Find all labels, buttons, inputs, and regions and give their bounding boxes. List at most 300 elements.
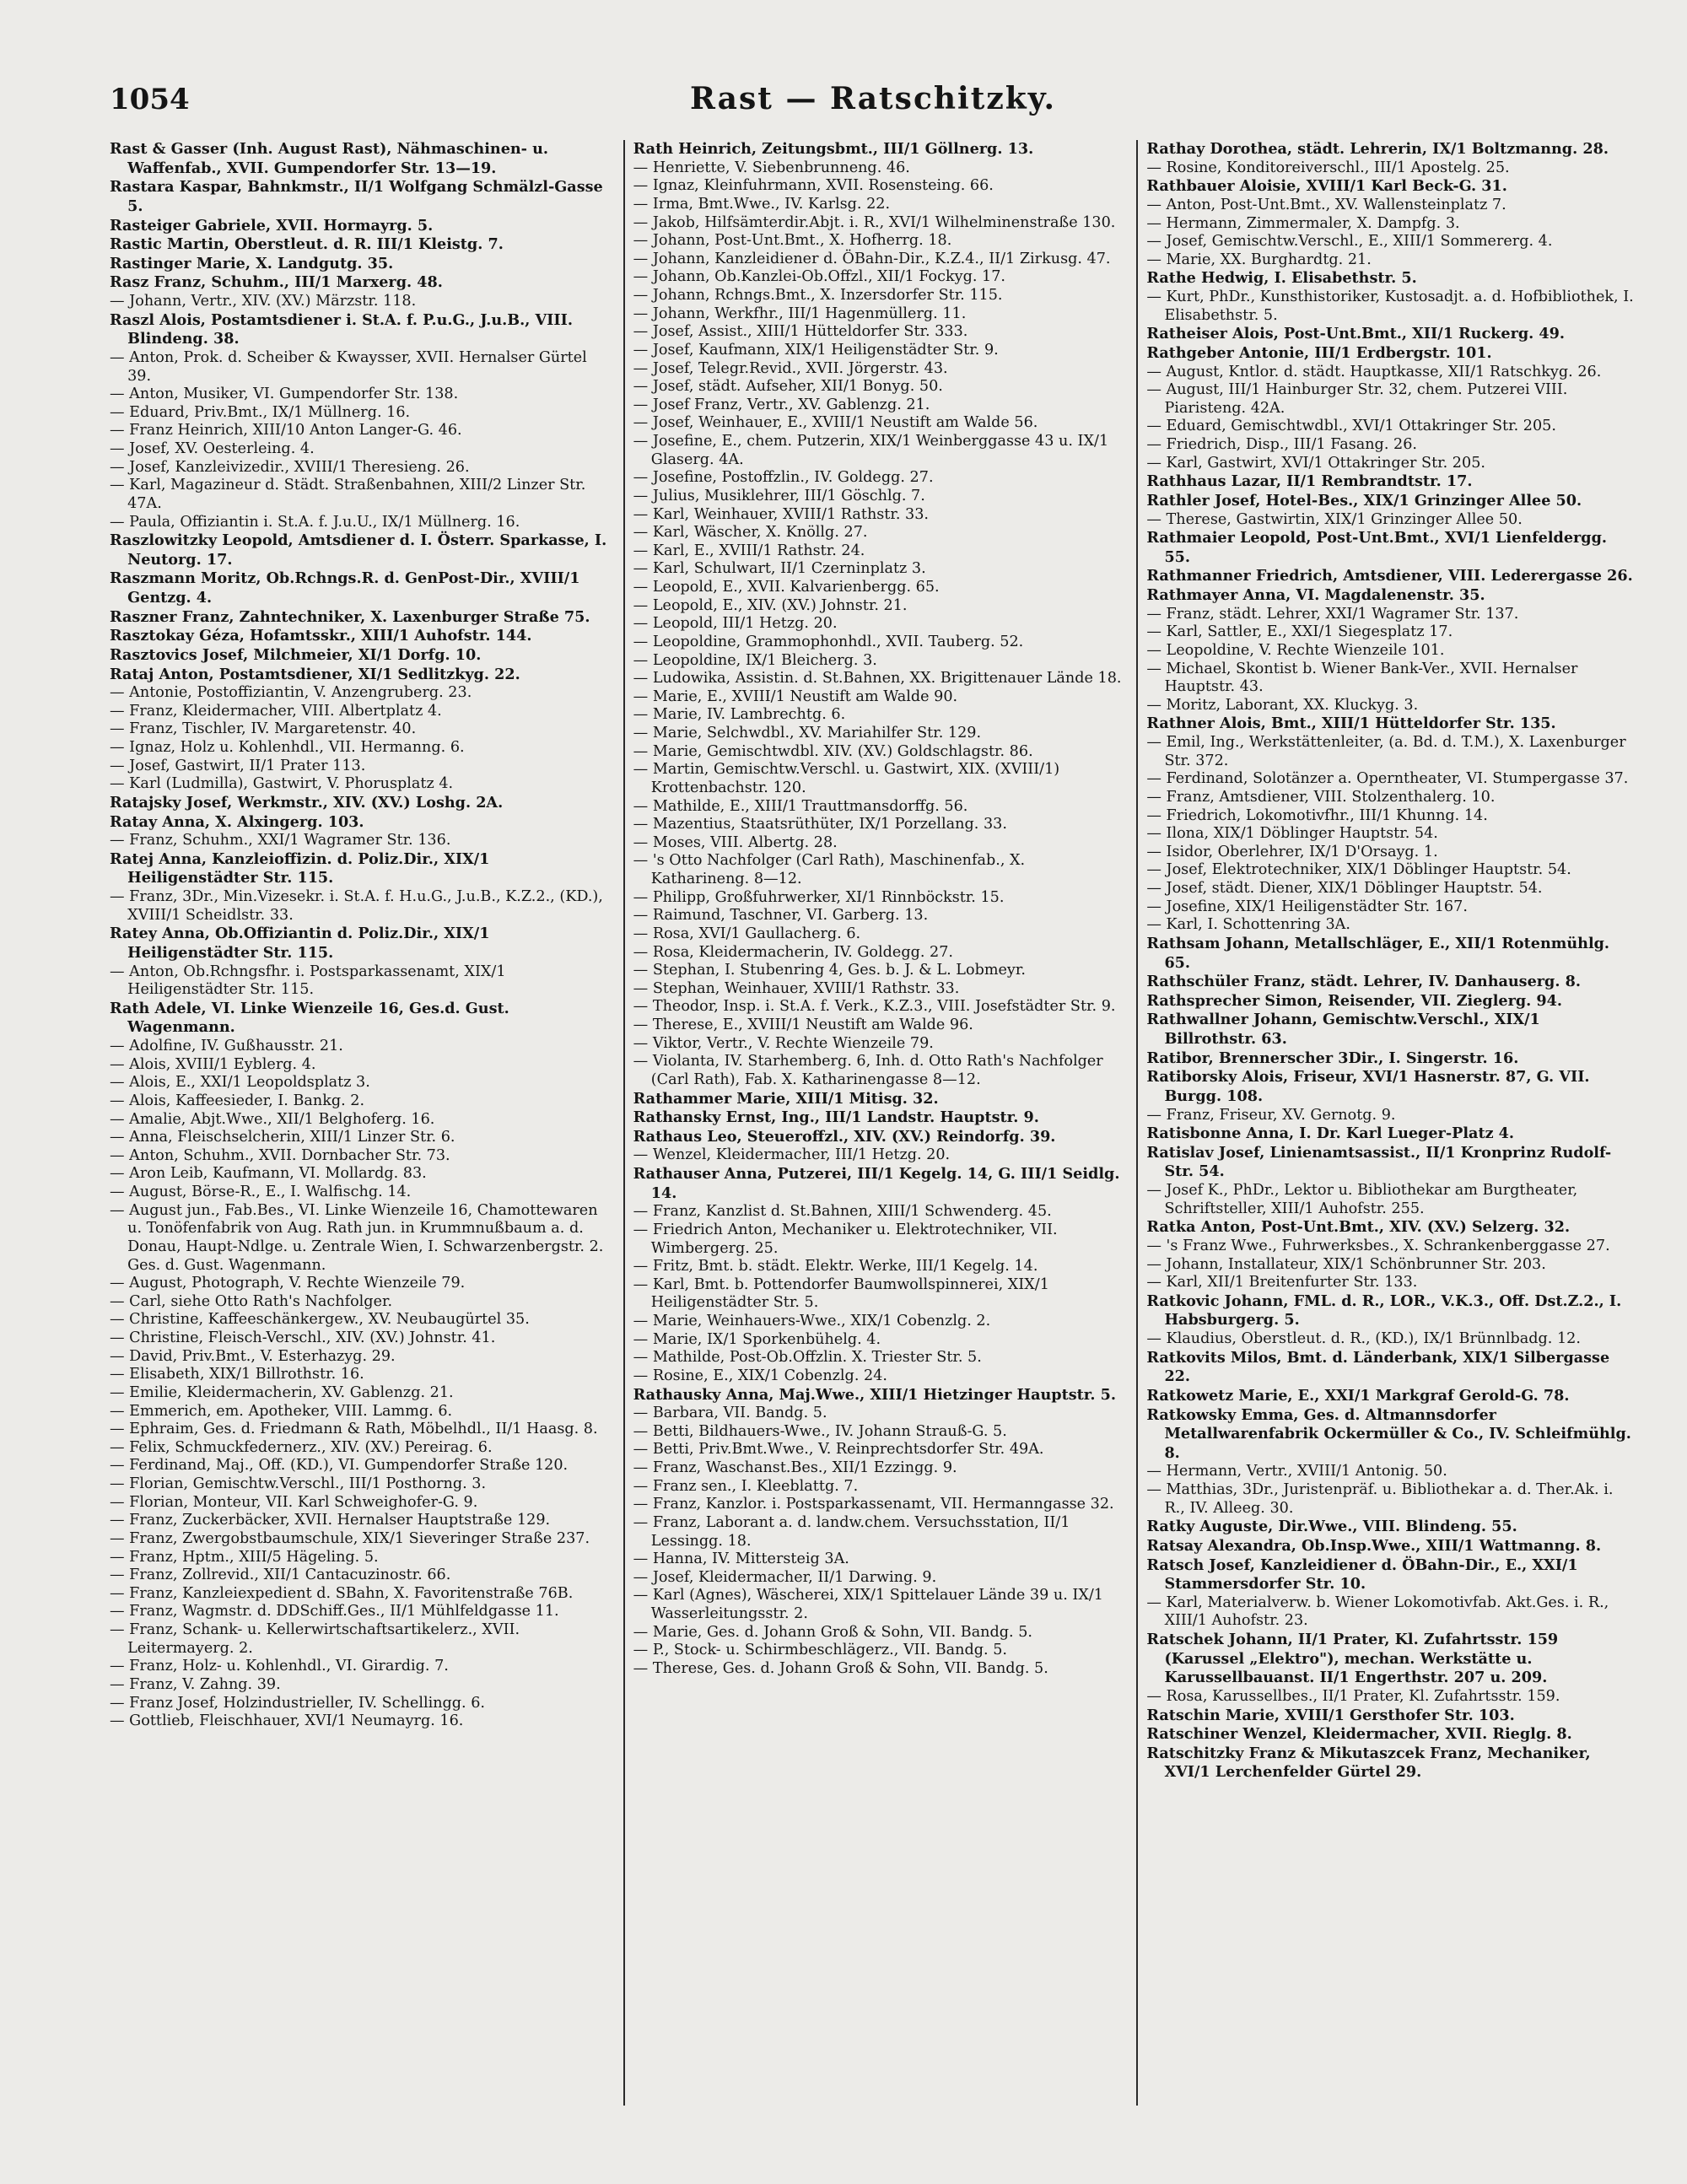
directory-entry (633, 652, 1124, 671)
directory-entry (1146, 697, 1636, 715)
entry-text: Rasztokay Géza, Hofamtsskr., XIII/1 Auhofstr. 144. (110, 627, 532, 645)
entry-text: — Paula, Offiziantin i. St.A. f. J.u.U., IX/1 Müllnerg. 16. (110, 513, 520, 531)
entry-text: — Hermann, Zimmermaler, X. Dampfg. 3. (1146, 214, 1460, 232)
directory-entry (633, 597, 1124, 616)
directory-entry-head (1146, 586, 1636, 606)
entry-text: — Florian, Monteur, VII. Karl Schweighofer-G. 9. (110, 1493, 478, 1511)
directory-entry (1146, 289, 1636, 325)
directory-entry (1146, 844, 1636, 862)
directory-entry (633, 1053, 1124, 1089)
entry-text: Ratkovits Milos, Bmt. d. Länderbank, XIX/1 Silbergasse 22. (1146, 1348, 1610, 1386)
directory-entry-head (110, 217, 610, 236)
directory-entry (110, 963, 610, 1000)
entry-text: — Stephan, Weinhauer, XVIII/1 Rathstr. 33. (633, 979, 960, 997)
entry-text: — Rosa, Karussellbes., II/1 Prater, Kl. Zufahrtsstr. 159. (1146, 1687, 1560, 1705)
directory-entry (633, 1642, 1124, 1660)
directory-entry (110, 684, 610, 703)
directory-entry-head (110, 646, 610, 666)
entry-text: — Josef, städt. Aufseher, XII/1 Bonyg. 50. (633, 378, 943, 396)
directory-entry (633, 1146, 1124, 1165)
entry-text: — Johann, Vertr., XIV. (XV.) Märzstr. 118. (110, 293, 417, 310)
directory-entry (110, 1439, 610, 1458)
entry-text: Ratky Auguste, Dir.Wwe., VIII. Blindeng. 55. (1146, 1518, 1517, 1536)
directory-entry (110, 703, 610, 721)
entry-text: — Franz, Friseur, XV. Gernotg. 9. (1146, 1106, 1396, 1124)
entry-text: — Jakob, Hilfsämterdir.Abjt. i. R., XVI/1 Wilhelminenstraße 130. (633, 213, 1116, 231)
directory-entry-head (1146, 1349, 1636, 1387)
directory-entry (1146, 661, 1636, 697)
directory-entry-head (110, 531, 610, 569)
entry-text: — Karl, Magazineur d. Städt. Straßenbahnen, XIII/2 Linzer Str. 47A. (110, 477, 586, 512)
directory-entry-head (110, 1000, 610, 1038)
entry-text: — Josef, Kleidermacher, II/1 Darwing. 9. (633, 1568, 937, 1586)
directory-entry-head (1146, 1556, 1636, 1594)
directory-entry (633, 506, 1124, 525)
directory-entry (633, 634, 1124, 652)
entry-text: — Emilie, Kleidermacherin, XV. Gablenzg. 21. (110, 1383, 454, 1401)
entry-text: — Michael, Skontist b. Wiener Bank-Ver., XVII. Hernalser Hauptstr. 43. (1146, 660, 1578, 696)
directory-entry (1146, 159, 1636, 178)
directory-entry (110, 1530, 610, 1549)
page-number: 1054 (110, 83, 190, 116)
directory-entry (633, 743, 1124, 762)
directory-entry (110, 1676, 610, 1695)
directory-entry (110, 1658, 610, 1676)
directory-entry-head (1146, 1745, 1636, 1782)
directory-entry-head (1146, 567, 1636, 586)
directory-entry (110, 1603, 610, 1621)
entry-text: Rastinger Marie, X. Landgutg. 35. (110, 254, 394, 272)
directory-entry (1146, 1274, 1636, 1292)
directory-entry (1146, 807, 1636, 826)
directory-entry (633, 214, 1124, 233)
entry-text: — 's Franz Wwe., Fuhrwerksbes., X. Schrankenberggasse 27. (1146, 1237, 1610, 1254)
entry-text: — Franz, Zollrevid., XII/1 Cantacuzinostr. 66. (110, 1567, 451, 1584)
directory-entry (110, 1366, 610, 1384)
directory-entry (633, 1514, 1124, 1550)
entry-text: — Josef, Gastwirt, II/1 Prater 113. (110, 757, 366, 774)
entry-text: — Matthias, 3Dr., Juristenpräf. u. Bibliothekar a. d. Ther.Ak. i. R., IV. Alleeg. 30. (1146, 1481, 1614, 1517)
entry-text: — Karl, Materialverw. b. Wiener Lokomotivfab. Akt.Ges. i. R., XIII/1 Auhofstr. 23. (1146, 1594, 1609, 1630)
entry-text: — Franz Josef, Holzindustrieller, IV. Schellingg. 6. (110, 1694, 486, 1712)
directory-entry-head (1146, 325, 1636, 344)
entry-text: — Rosine, Konditoreiverschl., III/1 Apostelg. 25. (1146, 159, 1510, 176)
entry-text: — Mazentius, Staatsrüthüter, IX/1 Porzellang. 33. (633, 816, 1007, 833)
directory-entry (1146, 916, 1636, 935)
entry-text: — Franz, V. Zahng. 39. (110, 1675, 281, 1693)
directory-entry (633, 615, 1124, 634)
directory-entry (1146, 623, 1636, 642)
entry-text: — Hanna, IV. Mittersteig 3A. (633, 1550, 849, 1568)
entry-text: — Josef, Assist., XIII/1 Hütteldorfer Str. 333. (633, 323, 968, 341)
directory-entry (633, 1035, 1124, 1054)
entry-text: — Franz, städt. Lehrer, XXI/1 Wagramer Str. 137. (1146, 605, 1519, 623)
entry-text: — Marie, IX/1 Sporkenbühelg. 4. (633, 1330, 881, 1348)
entry-text: — Julius, Musiklehrer, III/1 Göschlg. 7. (633, 487, 925, 504)
directory-entry-head (1146, 472, 1636, 492)
directory-entry (633, 761, 1124, 797)
entry-text: — Franz, Wagmstr. d. DDSchiff.Ges., II/1 Mühlfeldgasse 11. (110, 1603, 559, 1620)
directory-entry (110, 1475, 610, 1494)
directory-entry (110, 1074, 610, 1092)
directory-entry (110, 1421, 610, 1439)
entry-text: — Ephraim, Ges. d. Friedmann & Rath, Möbelhdl., II/1 Haasg. 8. (110, 1421, 598, 1438)
directory-entry (110, 1621, 610, 1658)
directory-entry (633, 1313, 1124, 1331)
directory-entry (1146, 251, 1636, 270)
directory-entry (110, 1293, 610, 1312)
directory-entry-head (110, 925, 610, 963)
directory-entry-head (1146, 177, 1636, 197)
entry-text: — Klaudius, Oberstleut. d. R., (KD.), IX/1 Brünnlbadg. 12. (1146, 1330, 1581, 1347)
directory-entry-head (1146, 935, 1636, 973)
directory-entry-head (1146, 1707, 1636, 1726)
entry-text: — Hermann, Vertr., XVIII/1 Antonig. 50. (1146, 1463, 1447, 1480)
directory-entry (1146, 455, 1636, 473)
directory-entry (633, 177, 1124, 196)
directory-entry-head (633, 1108, 1124, 1128)
directory-entry (633, 834, 1124, 853)
directory-entry-head (1146, 529, 1636, 567)
directory-entry-head (110, 794, 610, 813)
entry-text: — Ignaz, Kleinfuhrmann, XVII. Rosensteing. 66. (633, 177, 994, 195)
entry-text: Rathmayer Anna, VI. Magdalenenstr. 35. (1146, 586, 1485, 604)
entry-text: — Karl, Gastwirt, XVI/1 Ottakringer Str. 205. (1146, 454, 1485, 472)
entry-text: — Johann, Rchngs.Bmt., X. Inzersdorfer Str. 115. (633, 287, 1003, 304)
entry-text: — P., Stock- u. Schirmbeschlägerz., VII. Bandg. 5. (633, 1642, 1007, 1659)
entry-text: — Franz, Holz- u. Kohlenhdl., VI. Girardig. 7. (110, 1658, 449, 1675)
entry-text: — Leopold, III/1 Hetzg. 20. (633, 615, 838, 633)
entry-text: — Leopold, E., XVII. Kalvarienbergg. 65. (633, 579, 940, 596)
directory-entry (110, 888, 610, 925)
entry-text: — Franz, Zuckerbäcker, XVII. Hernalser Hauptstraße 129. (110, 1512, 551, 1529)
directory-entry-head (1146, 1124, 1636, 1144)
directory-entry (110, 422, 610, 440)
entry-text: Rathauser Anna, Putzerei, III/1 Kegelg. 14, G. III/1 Seidlg. 14. (633, 1165, 1120, 1202)
entry-text: Rastic Martin, Oberstleut. d. R. III/1 Kleistg. 7. (110, 235, 504, 254)
entry-text: — Marie, Ges. d. Johann Groß & Sohn, VII. Bandg. 5. (633, 1623, 1033, 1641)
directory-entry-head (110, 666, 610, 685)
directory-entry (633, 1587, 1124, 1623)
directory-entry (110, 1695, 610, 1713)
entry-text: — Wenzel, Kleidermacher, III/1 Hetzg. 20. (633, 1146, 951, 1164)
directory-entry (110, 1348, 610, 1367)
directory-entry (110, 386, 610, 404)
directory-entry (1146, 197, 1636, 215)
directory-entry (1146, 861, 1636, 880)
entry-text: — Franz, Laborant a. d. landw.chem. Versuchsstation, II/1 Lessingg. 18. (633, 1513, 1070, 1550)
entry-text: Ratsay Alexandra, Ob.Insp.Wwe., XIII/1 Wattmanng. 8. (1146, 1536, 1602, 1555)
entry-text: — Franz, Amtsdiener, VIII. Stolzenthalerg. 10. (1146, 788, 1496, 806)
entry-text: Rathammer Marie, XIII/1 Mitisg. 32. (633, 1089, 939, 1108)
entry-text: Rasztovics Josef, Milchmeier, XI/1 Dorfg. 10. (110, 645, 482, 664)
directory-entry (1146, 1107, 1636, 1125)
entry-text: — Anton, Prok. d. Scheiber & Kwaysser, XVII. Hernalser Gürtel 39. (110, 348, 587, 385)
entry-text: — Moritz, Laborant, XX. Kluckyg. 3. (1146, 696, 1419, 714)
entry-text: Rath Adele, VI. Linke Wienzeile 16, Ges.d. Gust. Wagenmann. (110, 999, 509, 1037)
entry-text: — Leopold, E., XIV. (XV.) Johnstr. 21. (633, 596, 908, 614)
entry-text: — Anton, Schuhm., XVII. Dornbacher Str. 73. (110, 1146, 450, 1164)
entry-text: — Josef, Kaufmann, XIX/1 Heiligenstädter Str. 9. (633, 341, 999, 359)
entry-text: — Betti, Priv.Bmt.Wwe., V. Reinprechtsdorfer Str. 49A. (633, 1441, 1044, 1459)
entry-text: — Antonie, Postoffiziantin, V. Anzengruberg. 23. (110, 684, 472, 702)
entry-text: — Barbara, VII. Bandg. 5. (633, 1405, 827, 1422)
entry-text: — Mathilde, E., XIII/1 Trauttmansdorffg. 56. (633, 797, 968, 815)
directory-entry (633, 560, 1124, 579)
directory-entry (633, 1331, 1124, 1350)
directory-entry (110, 1202, 610, 1275)
entry-text: — Ilona, XIX/1 Döblinger Hauptstr. 54. (1146, 825, 1438, 843)
entry-text: Rath Heinrich, Zeitungsbmt., III/1 Göllnerg. 13. (633, 140, 1034, 158)
directory-entry-head (110, 608, 610, 628)
directory-entry (110, 1329, 610, 1348)
directory-entry-head (1146, 715, 1636, 734)
directory-entry-head (110, 311, 610, 349)
directory-entry-head (110, 178, 610, 216)
entry-text: — Theodor, Insp. i. St.A. f. Verk., K.Z.3., VIII. Josefstädter Str. 9. (633, 998, 1116, 1016)
entry-text: Rastara Kaspar, Bahnkmstr., II/1 Wolfgang Schmälzl-Gasse 5. (110, 178, 603, 215)
entry-text: Rasteiger Gabriele, XVII. Hormayrg. 5. (110, 216, 434, 235)
entry-text: — Johann, Werkfhr., III/1 Hagenmüllerg. 11. (633, 305, 967, 322)
directory-entry (1146, 233, 1636, 251)
entry-text: — Ferdinand, Maj., Off. (KD.), VI. Gumpendorfer Straße 120. (110, 1457, 569, 1475)
directory-entry-head (1146, 1518, 1636, 1537)
directory-entry-head (1146, 492, 1636, 511)
directory-entry (633, 488, 1124, 506)
column-2 (623, 140, 1124, 2106)
entry-text: — Henriette, V. Siebenbrunneng. 46. (633, 159, 910, 176)
entry-text: Rathansky Ernst, Ing., III/1 Landstr. Hauptstr. 9. (633, 1108, 1039, 1127)
entry-text: — Anton, Post-Unt.Bmt., XV. Wallensteinplatz 7. (1146, 196, 1506, 213)
entry-text: — Felix, Schmuckfedernerz., XIV. (XV.) Pereirag. 6. (110, 1438, 493, 1456)
directory-entry (633, 287, 1124, 305)
entry-text: — Franz, Kanzlor. i. Postsparkassenamt, VII. Hermanngasse 32. (633, 1496, 1114, 1513)
entry-text: — Rosa, XVI/1 Gaullacherg. 6. (633, 925, 861, 942)
entry-text: Rathmanner Friedrich, Amtsdiener, VIII. Lederergasse 26. (1146, 567, 1633, 585)
entry-text: — Raimund, Taschner, VI. Garberg. 13. (633, 907, 929, 925)
entry-text: Rast & Gasser (Inh. August Rast), Nähmaschinen- u. Waffenfab., XVII. Gumpendorfer Str. 13—19. (110, 140, 549, 177)
entry-text: — Josef, Elektrotechniker, XIX/1 Döblinger Hauptstr. 54. (1146, 861, 1571, 879)
entry-text: — Josef, städt. Diener, XIX/1 Döblinger Hauptstr. 54. (1146, 880, 1543, 897)
entry-text: — Elisabeth, XIX/1 Billrothstr. 16. (110, 1366, 364, 1383)
entry-text: Rasz Franz, Schuhm., III/1 Marxerg. 48. (110, 273, 443, 292)
entry-text: Ratschiner Wenzel, Kleidermacher, XVII. Rieglg. 8. (1146, 1725, 1572, 1744)
entry-text: — Amalie, Abjt.Wwe., XII/1 Belghoferg. 16. (110, 1110, 435, 1128)
directory-entry (1146, 1481, 1636, 1518)
entry-text: — Karl, I. Schottenring 3A. (1146, 916, 1350, 934)
directory-entry (633, 396, 1124, 415)
entry-text: — Ludowika, Assistin. d. St.Bahnen, XX. Brigittenauer Lände 18. (633, 670, 1122, 688)
entry-text: — Emmerich, em. Apotheker, VIII. Lammg. 6. (110, 1402, 453, 1420)
directory-entry (1146, 789, 1636, 807)
directory-entry (633, 542, 1124, 561)
entry-text: — Isidor, Oberlehrer, IX/1 D'Orsayg. 1. (1146, 843, 1438, 860)
directory-entry (110, 832, 610, 850)
entry-text: — Franz, Kanzleiexpedient d. SBahn, X. Favoritenstraße 76B. (110, 1584, 574, 1602)
entry-text: — Franz, Hptm., XIII/5 Hägeling. 5. (110, 1548, 379, 1566)
directory-entry-head (1146, 1218, 1636, 1238)
entry-text: — Franz, Zwergobstbaumschule, XIX/1 Sieveringer Straße 237. (110, 1529, 590, 1547)
directory-entry (110, 1111, 610, 1130)
directory-entry (110, 1512, 610, 1530)
directory-entry (633, 196, 1124, 214)
directory-entry (633, 980, 1124, 999)
entry-text: — Marie, Selchwdbl., XV. Mariahilfer Str. 129. (633, 725, 982, 741)
directory-entry (633, 962, 1124, 980)
entry-text: Rathe Hedwig, I. Elisabethstr. 5. (1146, 269, 1417, 288)
entry-text: — Johann, Installateur, XIX/1 Schönbrunner Str. 203. (1146, 1255, 1546, 1273)
entry-text: — Josefine, E., chem. Putzerin, XIX/1 Weinberggasse 43 u. IX/1 Glaserg. 4A. (633, 433, 1109, 468)
entry-text: Ratkowsky Emma, Ges. d. Altmannsdorfer Metallwarenfabrik Ockermüller & Co., IV. Schleifmühlg. 8. (1146, 1405, 1631, 1462)
entry-text: — Karl, XII/1 Breitenfurter Str. 133. (1146, 1274, 1418, 1292)
entry-text: — Friedrich Anton, Mechaniker u. Elektrotechniker, VII. Wimbergerg. 25. (633, 1221, 1058, 1257)
directory-entry (633, 852, 1124, 888)
directory-entry (1146, 880, 1636, 898)
entry-text: Ratey Anna, Ob.Offiziantin d. Poliz.Dir., XIX/1 Heiligenstädter Str. 115. (110, 925, 490, 962)
directory-entry-head (633, 1090, 1124, 1109)
directory-entry (1146, 1688, 1636, 1707)
directory-entry (110, 1129, 610, 1147)
entry-text: — Alois, E., XXI/1 Leopoldsplatz 3. (110, 1074, 370, 1092)
directory-entry (633, 1276, 1124, 1313)
directory-entry (1146, 734, 1636, 770)
directory-entry (633, 1203, 1124, 1221)
entry-text: Raszmann Moritz, Ob.Rchngs.R. d. GenPost-Dir., XVIII/1 Gentzg. 4. (110, 569, 580, 607)
directory-entry (633, 323, 1124, 342)
entry-text: Ratiborsky Alois, Friseur, XVI/1 Hasnerstr. 87, G. VII. Burgg. 108. (1146, 1068, 1590, 1105)
directory-entry (110, 404, 610, 423)
directory-entry (1146, 215, 1636, 234)
entry-text: — Christine, Kaffeeschänkergew., XV. Neubaugürtel 35. (110, 1311, 530, 1329)
directory-entry (633, 925, 1124, 944)
directory-entry (633, 579, 1124, 597)
entry-text: Rathner Alois, Bmt., XIII/1 Hütteldorfer Str. 135. (1146, 715, 1556, 733)
entry-text: — Karl, E., XVIII/1 Rathstr. 24. (633, 542, 865, 559)
entry-text: Ratej Anna, Kanzleioffizin. d. Poliz.Dir., XIX/1 Heiligenstädter Str. 115. (110, 849, 490, 887)
entry-text: — Eduard, Gemischtwdbl., XVI/1 Ottakringer Str. 205. (1146, 418, 1556, 435)
directory-entry-head (110, 850, 610, 888)
directory-entry-head (1146, 1049, 1636, 1069)
directory-entry (110, 1567, 610, 1585)
entry-text: — Josef, Weinhauer, E., XVIII/1 Neustift am Walde 56. (633, 414, 1038, 432)
entry-text: — Josef, XV. Oesterleing. 4. (110, 440, 315, 457)
entry-text: — Anton, Ob.Rchngsfhr. i. Postsparkassenamt, XIX/1 Heiligenstädter Str. 115. (110, 963, 506, 999)
directory-entry (633, 524, 1124, 542)
entry-text: Rathschüler Franz, städt. Lehrer, IV. Danhauserg. 8. (1146, 973, 1581, 991)
entry-text: — Franz, Kleidermacher, VIII. Albertplatz 4. (110, 702, 442, 720)
entry-text: — Franz, Waschanst.Bes., XII/1 Ezzingg. 9. (633, 1459, 957, 1476)
entry-text: — Franz, Tischler, IV. Margaretenstr. 40. (110, 720, 417, 738)
entry-text: — Johann, Ob.Kanzlei-Ob.Offzl., XII/1 Fockyg. 17. (633, 268, 1006, 286)
entry-text: — Florian, Gemischtw.Verschl., III/1 Posthorng. 3. (110, 1475, 487, 1492)
entry-text: — David, Priv.Bmt., V. Esterhazyg. 29. (110, 1347, 396, 1365)
entry-text: Ratisbonne Anna, I. Dr. Karl Lueger-Platz 4. (1146, 1124, 1515, 1143)
directory-entry (633, 670, 1124, 688)
directory-entry (1146, 770, 1636, 789)
directory-entry-head (110, 813, 610, 833)
entry-text: — Aron Leib, Kaufmann, VI. Mollardg. 83. (110, 1165, 427, 1183)
entry-text: — Karl (Agnes), Wäscherei, XIX/1 Spittelauer Lände 39 u. IX/1 Wasserleitungsstr. 2. (633, 1587, 1103, 1622)
entry-text: — Viktor, Vertr., V. Rechte Wienzeile 79. (633, 1034, 934, 1052)
entry-text: Ratschek Johann, II/1 Prater, Kl. Zufahrtsstr. 159 (Karussel „Elektro"), mechan. Werkstätte u. Karussellbauanst. II/1 Engerthstr. 207 u. 209. (1146, 1631, 1559, 1687)
entry-text: — Anton, Musiker, VI. Gumpendorfer Str. 138. (110, 386, 459, 403)
directory-entry (1146, 642, 1636, 661)
directory-entry (1146, 1256, 1636, 1275)
entry-text: — Rosine, E., XIX/1 Cobenzlg. 24. (633, 1367, 887, 1384)
entry-text: Rathaus Leo, Steueroffzl., XIV. (XV.) Reindorfg. 39. (633, 1127, 1056, 1146)
entry-text: — Rosa, Kleidermacherin, IV. Goldegg. 27. (633, 943, 954, 961)
directory-entry (1146, 364, 1636, 382)
entry-text: — Eduard, Priv.Bmt., IX/1 Müllnerg. 16. (110, 403, 411, 421)
entry-text: — Franz, Kanzlist d. St.Bahnen, XIII/1 Schwenderg. 45. (633, 1203, 1052, 1221)
directory-entry (633, 159, 1124, 178)
directory-entry (1146, 1182, 1636, 1218)
entry-text: — Christine, Fleisch-Verschl., XIV. (XV.) Johnstr. 41. (110, 1329, 496, 1346)
directory-entry (1146, 1463, 1636, 1481)
entry-text: — Therese, Ges. d. Johann Groß & Sohn, VII. Bandg. 5. (633, 1659, 1048, 1677)
directory-entry (633, 1017, 1124, 1035)
entry-text: Ratajsky Josef, Werkmstr., XIV. (XV.) Loshg. 2A. (110, 793, 504, 812)
entry-text: — Moses, VIII. Albertg. 28. (633, 833, 838, 851)
directory-entry-head (1146, 1068, 1636, 1106)
directory-entry (110, 1549, 610, 1567)
entry-text: — Johann, Post-Unt.Bmt., X. Hofherrg. 18. (633, 232, 952, 250)
directory-entry (633, 1660, 1124, 1679)
entry-text: — Betti, Bildhauers-Wwe., IV. Johann Strauß-G. 5. (633, 1422, 1007, 1440)
entry-text: — Karl, Wäscher, X. Knöllg. 27. (633, 524, 868, 542)
entry-text: — Leopoldine, Grammophonhdl., XVII. Tauberg. 52. (633, 633, 1024, 650)
entry-text: — Josef Franz, Vertr., XV. Gablenzg. 21. (633, 396, 930, 413)
directory-entry-head (1146, 1537, 1636, 1556)
entry-text: — Josef, Gemischtw.Verschl., E., XIII/1 Sommererg. 4. (1146, 233, 1553, 251)
directory-entry-head (633, 1128, 1124, 1147)
directory-entry (110, 1147, 610, 1166)
entry-text: — Josefine, XIX/1 Heiligenstädter Str. 167. (1146, 898, 1468, 915)
entry-text: Rathler Josef, Hotel-Bes., XIX/1 Grinzinger Allee 50. (1146, 491, 1582, 510)
entry-text: — Adolfine, IV. Gußhausstr. 21. (110, 1038, 343, 1054)
entry-text: — Franz, Schuhm., XXI/1 Wagramer Str. 136. (110, 832, 451, 849)
entry-text: — Marie, XX. Burghardtg. 21. (1146, 251, 1372, 268)
directory-entry (633, 342, 1124, 360)
directory-entry (633, 305, 1124, 324)
directory-entry (110, 514, 610, 532)
entry-text: Rathsam Johann, Metallschläger, E., XII/1 Rotenmühlg. 65. (1146, 934, 1610, 972)
entry-text: Ratkowetz Marie, E., XXI/1 Markgraf Gerold-G. 78. (1146, 1386, 1570, 1405)
directory-entry (110, 1092, 610, 1111)
directory-entry (633, 944, 1124, 963)
directory-entry-head (1146, 992, 1636, 1011)
directory-entry (1146, 898, 1636, 917)
entry-text: — Irma, Bmt.Wwe., IV. Karlsg. 22. (633, 195, 891, 213)
directory-entry (1146, 1330, 1636, 1349)
entry-text: — Franz, Schank- u. Kellerwirtschaftsartikelerz., XVII. Leitermayerg. 2. (110, 1621, 520, 1657)
directory-entry (1146, 418, 1636, 436)
directory-entry (633, 1349, 1124, 1367)
entry-text: Rathsprecher Simon, Reisender, VII. Zieglerg. 94. (1146, 991, 1563, 1010)
directory-entry (110, 1403, 610, 1421)
entry-text: — August, Kntlor. d. städt. Hauptkasse, XII/1 Ratschkyg. 26. (1146, 363, 1602, 380)
directory-entry-head (110, 569, 610, 607)
entry-text: — Marie, Weinhauers-Wwe., XIX/1 Cobenzlg. 2. (633, 1313, 991, 1329)
directory-entry-head (633, 140, 1124, 159)
entry-text: — Josef, Telegr.Revid., XVII. Jörgerstr. 43. (633, 359, 948, 377)
directory-entry (110, 1056, 610, 1075)
entry-text: Ratheiser Alois, Post-Unt.Bmt., XII/1 Ruckerg. 49. (1146, 325, 1565, 343)
directory-entry-head (1146, 1011, 1636, 1049)
directory-entry (110, 349, 610, 386)
directory-entry (633, 998, 1124, 1017)
directory-entry-head (1146, 1725, 1636, 1745)
